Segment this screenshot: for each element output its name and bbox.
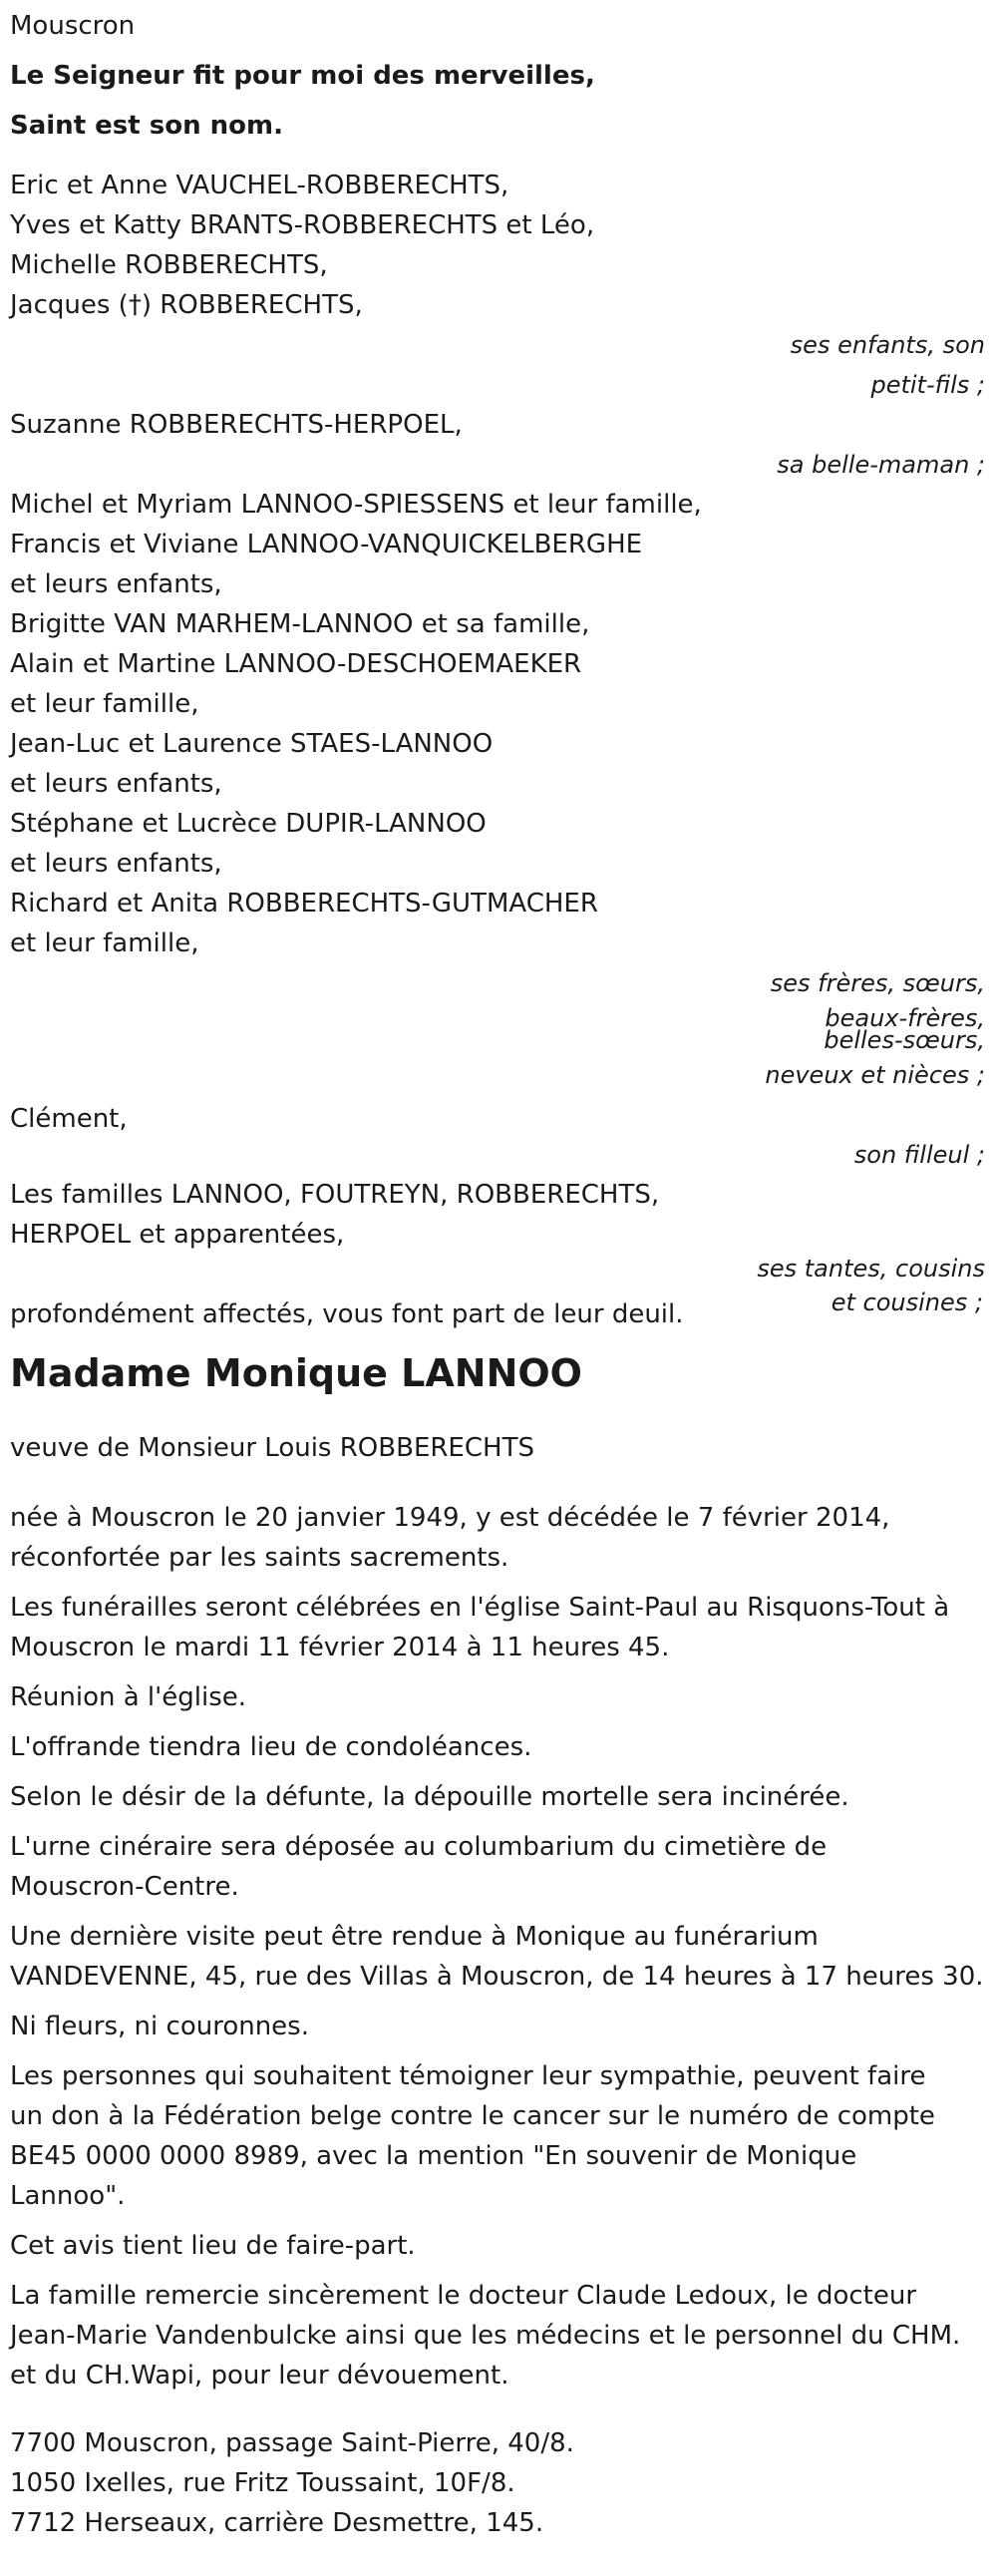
announcement: profondément affectés, vous font part de leur deuil.	[10, 1299, 684, 1329]
paragraph	[10, 1677, 987, 1717]
paragraph-line: réconfortée par les saints sacrements.	[10, 1543, 509, 1573]
relation-label: petit-fils ;	[870, 371, 985, 399]
family-member: Francis et Viviane LANNOO-VANQUICKELBERGHE	[10, 530, 643, 559]
family-member: Clément,	[10, 1104, 128, 1134]
verse-line: Saint est son nom.	[10, 111, 284, 141]
paragraph	[10, 1588, 987, 1667]
relation-label: belles-sœurs,	[824, 1026, 985, 1054]
paragraph-line: un don à la Fédération belge contre le cancer sur le numéro de compte	[10, 2101, 935, 2131]
relation-label: ses tantes, cousins	[757, 1255, 985, 1283]
paragraph	[10, 1917, 987, 1997]
paragraph-line: Les funérailles seront célébrées en l'église Saint-Paul au Risquons-Tout à	[10, 1593, 950, 1623]
announce-row	[10, 1288, 987, 1328]
family-member: et leur famille,	[10, 689, 199, 719]
family-member: Brigitte VAN MARHEM-LANNOO et sa famille,	[10, 609, 590, 639]
family-member: Eric et Anne VAUCHEL-ROBBERECHTS,	[10, 171, 509, 200]
paragraph-line: Mouscron le mardi 11 février 2014 à 11 heures 45.	[10, 1633, 670, 1662]
paragraph-line: Réunion à l'église.	[10, 1682, 247, 1712]
family-member: Suzanne ROBBERECHTS-HERPOEL,	[10, 410, 463, 440]
family-member: Richard et Anita ROBBERECHTS-GUTMACHER	[10, 889, 598, 919]
addresses	[10, 2423, 987, 2543]
paragraph	[10, 2276, 987, 2395]
paragraph-line: Lannoo".	[10, 2181, 126, 2211]
paragraph-line: Jean-Marie Vandenbulcke ainsi que les médecins et le personnel du CHM.	[10, 2321, 961, 2351]
paragraph	[10, 2007, 987, 2046]
family-member: et leurs enfants,	[10, 849, 222, 879]
godchild-block	[10, 1099, 987, 1175]
deceased-name: Madame Monique LANNOO	[10, 1351, 582, 1395]
paragraph-line: Selon le désir de la défunte, la dépouille mortelle sera incinérée.	[10, 1782, 849, 1812]
obituary-notice	[0, 6, 997, 2543]
relation-label: beaux-frères,	[825, 1004, 985, 1032]
family-member: et leur famille,	[10, 928, 199, 958]
paragraph	[10, 1727, 987, 1767]
paragraph-line: BE45 0000 0000 8989, avec la mention "En souvenir de Monique	[10, 2141, 857, 2171]
address-line: 1050 Ixelles, rue Fritz Toussaint, 10F/8.	[10, 2468, 515, 2498]
family-member: Jean-Luc et Laurence STAES-LANNOO	[10, 729, 494, 759]
details	[10, 1498, 987, 2395]
children-block	[10, 166, 987, 405]
paragraph	[10, 2226, 987, 2266]
paragraph-line: L'urne cinéraire sera déposée au columbarium du cimetière de	[10, 1832, 828, 1862]
paragraph-line: Mouscron-Centre.	[10, 1872, 239, 1902]
paragraph-line: née à Mouscron le 20 janvier 1949, y est décédée le 7 février 2014,	[10, 1503, 890, 1533]
address-line: 7712 Herseaux, carrière Desmettre, 145.	[10, 2508, 544, 2538]
relation-label: et cousines ;	[831, 1288, 983, 1316]
family-member: Stéphane et Lucrèce DUPIR-LANNOO	[10, 809, 487, 839]
family-member: HERPOEL et apparentées,	[10, 1220, 345, 1250]
paragraph-line: Les personnes qui souhaitent témoigner leur sympathie, peuvent faire	[10, 2061, 926, 2091]
paragraph-line: VANDEVENNE, 45, rue des Villas à Mouscron, de 14 heures à 17 heures 30.	[10, 1962, 984, 1992]
paragraph	[10, 1498, 987, 1578]
paragraph-line: Cet avis tient lieu de faire-part.	[10, 2231, 416, 2261]
family-member: Jacques (†) ROBBERECHTS,	[10, 290, 363, 320]
widow-line: veuve de Monsieur Louis ROBBERECHTS	[10, 1433, 534, 1463]
paragraph	[10, 2056, 987, 2216]
paragraph-line: La famille remercie sincèrement le docteur Claude Ledoux, le docteur	[10, 2281, 917, 2311]
relation-label: ses frères, sœurs,	[770, 969, 985, 997]
families-block	[10, 1175, 987, 1288]
verse	[10, 56, 987, 146]
relation-label: ses enfants, son	[790, 331, 985, 359]
paragraph-line: Ni fleurs, ni couronnes.	[10, 2012, 309, 2041]
family-member: Yves et Katty BRANTS-ROBBERECHTS et Léo,	[10, 210, 595, 240]
siblings-block	[10, 485, 987, 1095]
relation-label: neveux et nièces ;	[765, 1061, 985, 1089]
city: Mouscron	[10, 11, 136, 41]
family-member: Les familles LANNOO, FOUTREYN, ROBBERECHTS,	[10, 1180, 660, 1210]
paragraph-line: L'offrande tiendra lieu de condoléances.	[10, 1732, 532, 1762]
mother-in-law-block	[10, 405, 987, 485]
relation-label: sa belle-maman ;	[777, 451, 985, 479]
family-member: et leurs enfants,	[10, 769, 222, 799]
paragraph-line: Une dernière visite peut être rendue à Monique au funérarium	[10, 1922, 819, 1952]
relation-label: son filleul ;	[853, 1141, 985, 1169]
family-member: Michelle ROBBERECHTS,	[10, 250, 328, 280]
family-member: Alain et Martine LANNOO-DESCHOEMAEKER	[10, 649, 582, 679]
paragraph-line: et du CH.Wapi, pour leur dévouement.	[10, 2361, 509, 2391]
family-member: Michel et Myriam LANNOO-SPIESSENS et leur famille,	[10, 490, 702, 520]
paragraph	[10, 1827, 987, 1907]
address-line: 7700 Mouscron, passage Saint-Pierre, 40/8.	[10, 2428, 574, 2458]
family-member: et leurs enfants,	[10, 569, 222, 599]
verse-line: Le Seigneur fit pour moi des merveilles,	[10, 61, 595, 91]
paragraph	[10, 1777, 987, 1817]
